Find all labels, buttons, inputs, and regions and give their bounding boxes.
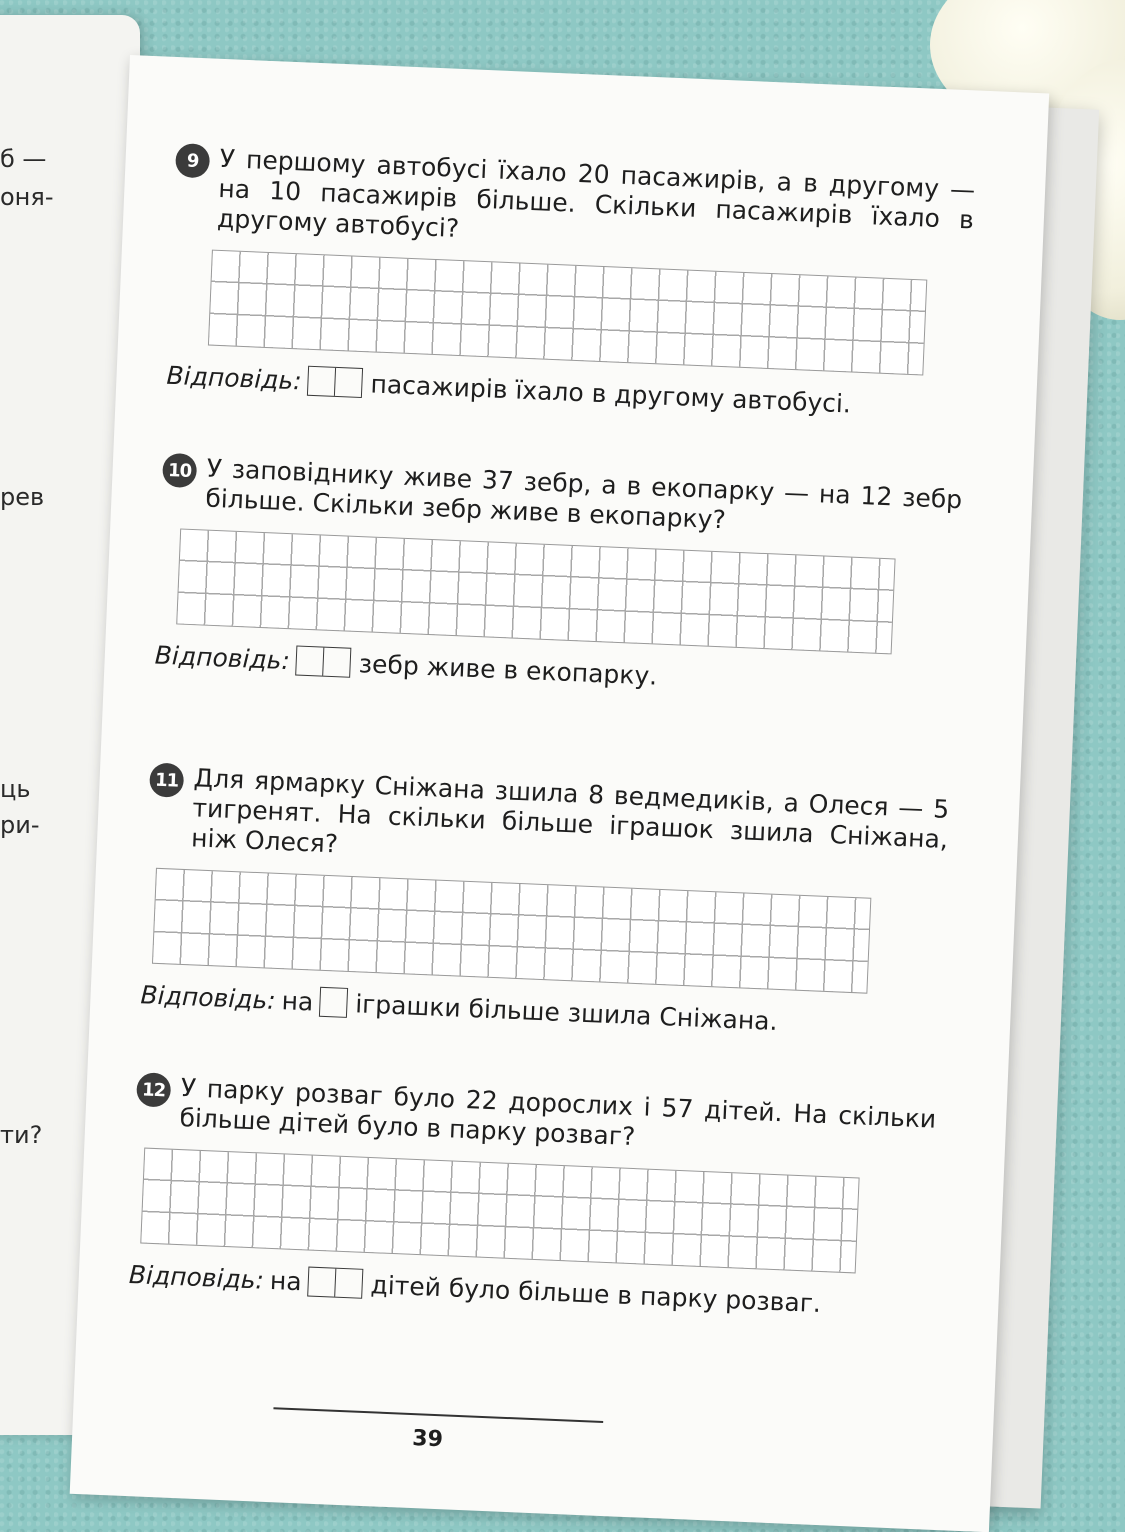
answer-box[interactable] [295,645,351,677]
answer-grid[interactable] [208,250,927,376]
answer-suffix: дітей було більше в парку розваг. [369,1269,822,1318]
task-11 [140,761,950,1042]
answer-grid[interactable] [152,868,871,994]
task-number-badge: 9 [175,143,210,178]
answer-label: Відповідь: [128,1259,265,1295]
task-text: Для ярмарку Сніжана зшила 8 ведмедиків, а Олеся — 5 тигренят. На скільки більше іграшок зшила Сніжана, ніж Олеся? [190,763,950,859]
workbook-page [70,55,1049,1532]
answer-suffix: пасажирів їхало в другому автобусі. [370,368,852,418]
task-number-badge: 12 [136,1072,171,1107]
answer-grid[interactable] [140,1148,859,1274]
left-page-fragment: б — [0,145,47,173]
answer-label: Відповідь: [140,979,277,1015]
left-page-fragment: рев [0,483,45,511]
task-text: У парку розваг було 22 дорослих і 57 дітей. На скільки більше дітей було в парку розваг? [178,1073,937,1152]
left-page-fragment: ти? [0,1121,43,1149]
answer-box[interactable] [307,366,363,398]
answer-label: Відповідь: [154,640,291,675]
answer-prefix: на [281,985,314,1016]
left-page-fragment: оня- [0,183,54,211]
task-number-badge: 11 [149,762,184,797]
page-number: 39 [411,1426,444,1453]
answer-suffix: зебр живе в екопарку. [358,648,658,691]
answer-prefix: на [269,1265,303,1296]
answer-grid[interactable] [176,529,895,655]
task-text: У першому автобусі їхало 20 пасажирів, а в другому — на 10 пасажирів більше. Скільки пасажирів їхало в другому автобусі? [216,143,976,243]
task-text: У заповіднику живе 37 зебр, а в екопарку — на 12 зебр більше. Скільки зебр живе в екопарку? [204,453,963,535]
answer-suffix: іграшки більше зшила Сніжана. [354,988,779,1036]
footer-rule [273,1407,603,1423]
left-page-fragment: ць [0,775,31,803]
task-12 [128,1071,936,1322]
task-number-badge: 10 [162,453,197,488]
answer-box[interactable] [307,1267,363,1299]
task-10 [154,452,962,703]
answer-box[interactable] [319,987,348,1018]
answer-label: Відповідь: [166,360,303,395]
task-9 [166,142,976,423]
left-page-fragment: ри- [0,811,40,839]
